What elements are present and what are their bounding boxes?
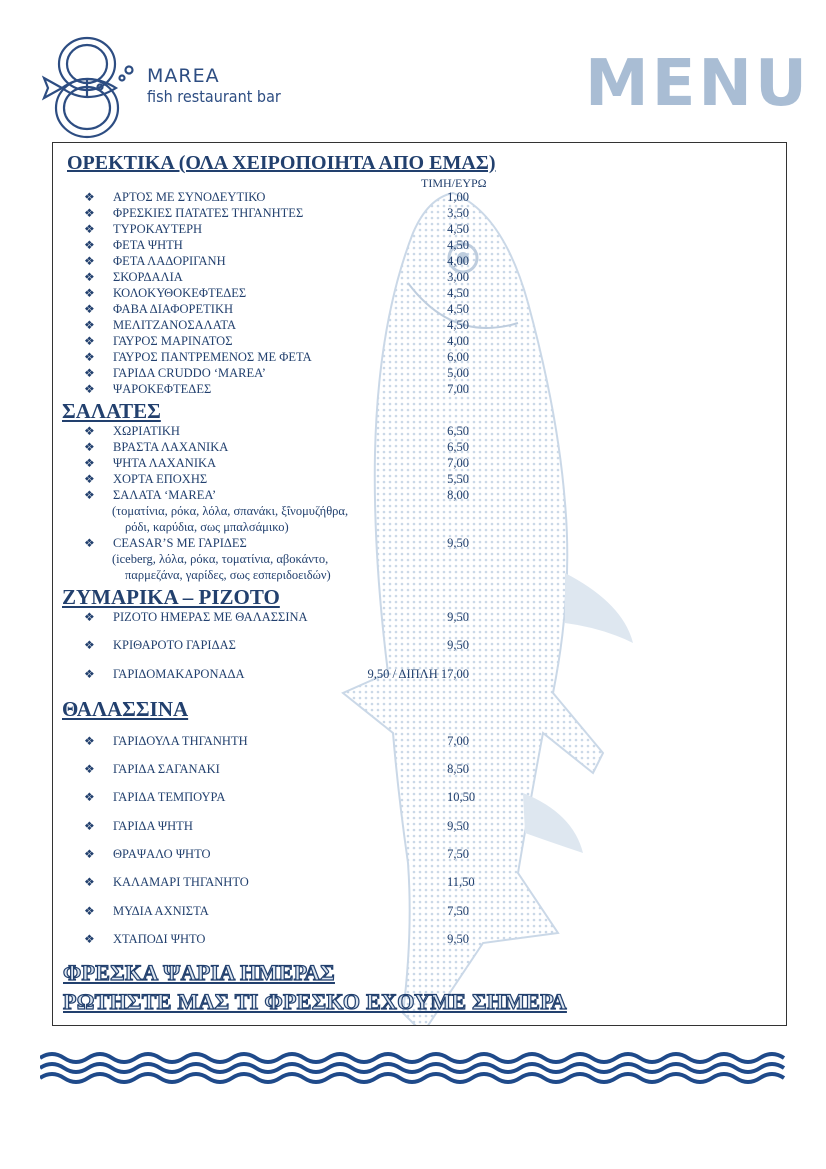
item-price: 6,50: [447, 440, 469, 454]
menu-title: MENU: [585, 47, 810, 121]
diamond-bullet-icon: ❖: [84, 382, 95, 396]
item-name: ΓΑΡΙΔΑ CRUDDO ‘MAREA’: [113, 366, 266, 380]
waves-icon: [40, 1048, 786, 1088]
diamond-bullet-icon: ❖: [84, 318, 95, 332]
item-price: 11,50: [447, 875, 475, 889]
item-price: 7,00: [447, 382, 469, 396]
brand: [147, 66, 296, 106]
item-price: 7,00: [447, 734, 469, 748]
item-name: ΡΙΖΟΤΟ ΗΜΕΡΑΣ ΜΕ ΘΑΛΑΣΣΙΝΑ: [113, 610, 308, 624]
item-price: 1,00: [447, 190, 469, 204]
diamond-bullet-icon: ❖: [84, 734, 95, 748]
diamond-bullet-icon: ❖: [84, 932, 95, 946]
diamond-bullet-icon: ❖: [84, 790, 95, 804]
fish-illustration-icon: [303, 173, 673, 1026]
fresh-fish-subheading: ΡΩΤΗΣΤΕ ΜΑΣ ΤΙ ΦΡΕΣΚΟ ΕΧΟΥΜΕ ΣΗΜΕΡΑ: [63, 989, 567, 1014]
brand-name: MAREA: [147, 65, 220, 87]
diamond-bullet-icon: ❖: [84, 206, 95, 220]
item-price: 4,50: [447, 238, 469, 252]
item-price: 4,00: [447, 254, 469, 268]
item-name: ΦΡΕΣΚΙΕΣ ΠΑΤΑΤΕΣ ΤΗΓΑΝΗΤΕΣ: [113, 206, 304, 220]
brand-tagline: fish restaurant bar: [147, 86, 281, 106]
diamond-bullet-icon: ❖: [84, 238, 95, 252]
diamond-bullet-icon: ❖: [84, 254, 95, 268]
item-price: 9,50: [447, 932, 469, 946]
menu-frame: [52, 142, 787, 1026]
item-price: 7,50: [447, 847, 469, 861]
item-name: ΧΩΡΙΑΤΙΚΗ: [113, 424, 180, 438]
item-description: (iceberg, λόλα, ρόκα, τοματίνια, αβοκάντο,: [112, 552, 329, 566]
diamond-bullet-icon: ❖: [84, 350, 95, 364]
page-header: [0, 0, 826, 140]
item-name: ΓΑΥΡΟΣ ΠΑΝΤΡΕΜΕΝΟΣ ΜΕ ΦΕΤΑ: [113, 350, 312, 364]
diamond-bullet-icon: ❖: [84, 819, 95, 833]
item-description: ρόδι, καρύδια, σως μπαλσάμικο): [125, 520, 289, 534]
diamond-bullet-icon: ❖: [84, 610, 95, 624]
diamond-bullet-icon: ❖: [84, 638, 95, 652]
item-description: παρμεζάνα, γαρίδες, σως εσπεριδοειδών): [125, 568, 331, 582]
item-name: ΘΡΑΨΑΛΟ ΨΗΤΟ: [113, 847, 211, 861]
item-name: ΨΗΤΑ ΛΑΧΑΝΙΚΑ: [113, 456, 217, 470]
item-price: 7,00: [447, 456, 469, 470]
item-name: ΓΑΡΙΔΑ ΨΗΤΗ: [113, 819, 193, 833]
item-name: CEASAR’S ΜΕ ΓΑΡΙΔΕΣ: [113, 536, 247, 550]
item-name: ΒΡΑΣΤΑ ΛΑΧΑΝΙΚΑ: [113, 440, 229, 454]
item-price: 9,50: [447, 536, 469, 550]
section-title-seafood: ΘΑΛΑΣΣΙΝΑ: [62, 697, 189, 721]
item-price: 6,00: [447, 350, 469, 364]
section-title-appetizers: ΟΡΕΚΤΙΚΑ (ΟΛΑ ΧΕΙΡΟΠΟΙΗΤΑ ΑΠΟ ΕΜΑΣ): [67, 152, 496, 174]
item-price: 3,50: [447, 206, 469, 220]
item-price: 10,50: [447, 790, 476, 804]
item-price: 3,00: [447, 270, 469, 284]
item-price: 7,50: [447, 904, 469, 918]
item-price: 8,50: [447, 762, 469, 776]
item-name: ΧΤΑΠΟΔΙ ΨΗΤΟ: [113, 932, 206, 946]
item-name: ΓΑΡΙΔΑ ΤΕΜΠΟΥΡΑ: [113, 790, 226, 804]
diamond-bullet-icon: ❖: [84, 302, 95, 316]
item-name: ΑΡΤΟΣ ΜΕ ΣΥΝΟΔΕΥΤΙΚΟ: [113, 190, 266, 204]
item-price: 9,50: [447, 610, 469, 624]
diamond-bullet-icon: ❖: [84, 472, 95, 486]
item-price: 9,50: [447, 819, 469, 833]
section-title-salads: ΣΑΛΑΤΕΣ: [62, 399, 161, 423]
diamond-bullet-icon: ❖: [84, 847, 95, 861]
item-name: ΣΑΛΑΤΑ ‘MAREA’: [113, 488, 217, 502]
item-price: 4,00: [447, 334, 469, 348]
diamond-bullet-icon: ❖: [84, 875, 95, 889]
item-price: 9,50: [447, 638, 469, 652]
item-price: 9,50 / ΔΙΠΛΗ 17,00: [367, 667, 469, 681]
fresh-fish-heading: ΦΡΕΣΚΑ ΨΑΡΙΑ ΗΜΕΡΑΣ: [63, 960, 335, 985]
item-price: 4,50: [447, 302, 469, 316]
diamond-bullet-icon: ❖: [84, 190, 95, 204]
item-name: ΓΑΡΙΔΑ ΣΑΓΑΝΑΚΙ: [113, 762, 220, 776]
item-name: ΨΑΡΟΚΕΦΤΕΔΕΣ: [113, 382, 212, 396]
item-price: 8,00: [447, 488, 469, 502]
diamond-bullet-icon: ❖: [84, 667, 95, 681]
item-name: ΣΚΟΡΔΑΛΙΑ: [113, 270, 183, 284]
item-price: 6,50: [447, 424, 469, 438]
item-name: ΚΑΛΑΜΑΡΙ ΤΗΓΑΝΗΤΟ: [113, 875, 249, 889]
item-price: 5,00: [447, 366, 469, 380]
item-description: (τοματίνια, ρόκα, λόλα, σπανάκι, ξΐνομυζήθρα,: [112, 504, 349, 518]
diamond-bullet-icon: ❖: [84, 334, 95, 348]
diamond-bullet-icon: ❖: [84, 270, 95, 284]
item-price: 4,50: [447, 318, 469, 332]
diamond-bullet-icon: ❖: [84, 424, 95, 438]
diamond-bullet-icon: ❖: [84, 456, 95, 470]
item-name: ΧΟΡΤΑ ΕΠΟΧΗΣ: [113, 472, 208, 486]
diamond-bullet-icon: ❖: [84, 762, 95, 776]
item-name: ΓΑΥΡΟΣ ΜΑΡΙΝΑΤΟΣ: [113, 334, 233, 348]
item-name: ΓΑΡΙΔΟΥΛΑ ΤΗΓΑΝΗΤΗ: [113, 734, 248, 748]
diamond-bullet-icon: ❖: [84, 440, 95, 454]
section-title-pasta: ΖΥΜΑΡΙΚΑ – ΡΙΖΟΤΟ: [62, 585, 280, 609]
item-name: ΤΥΡΟΚΑΥΤΕΡΗ: [113, 222, 203, 236]
price-header: ΤΙΜΗ/ΕΥΡΩ: [421, 176, 487, 190]
item-name: ΦΕΤΑ ΛΑΔΟΡΙΓΑΝΗ: [113, 254, 226, 268]
item-name: ΚΟΛΟΚΥΘΟΚΕΦΤΕΔΕΣ: [113, 286, 247, 300]
item-price: 5,50: [447, 472, 469, 486]
diamond-bullet-icon: ❖: [84, 286, 95, 300]
diamond-bullet-icon: ❖: [84, 366, 95, 380]
item-name: ΦΑΒΑ ΔΙΑΦΟΡΕΤΙΚΗ: [113, 302, 233, 316]
diamond-bullet-icon: ❖: [84, 488, 95, 502]
item-name: ΓΑΡΙΔΟΜΑΚΑΡΟΝΑΔΑ: [113, 667, 245, 681]
item-name: ΚΡΙΘΑΡΟΤΟ ΓΑΡΙΔΑΣ: [113, 638, 236, 652]
item-name: ΦΕΤΑ ΨΗΤΗ: [113, 238, 183, 252]
diamond-bullet-icon: ❖: [84, 904, 95, 918]
diamond-bullet-icon: ❖: [84, 536, 95, 550]
fish-logo-icon: [34, 34, 144, 144]
item-name: ΜΕΛΙΤΖΑΝΟΣΑΛΑΤΑ: [113, 318, 237, 332]
item-name: ΜΥΔΙΑ ΑΧΝΙΣΤΑ: [113, 904, 209, 918]
item-price: 4,50: [447, 222, 469, 236]
diamond-bullet-icon: ❖: [84, 222, 95, 236]
item-price: 4,50: [447, 286, 469, 300]
